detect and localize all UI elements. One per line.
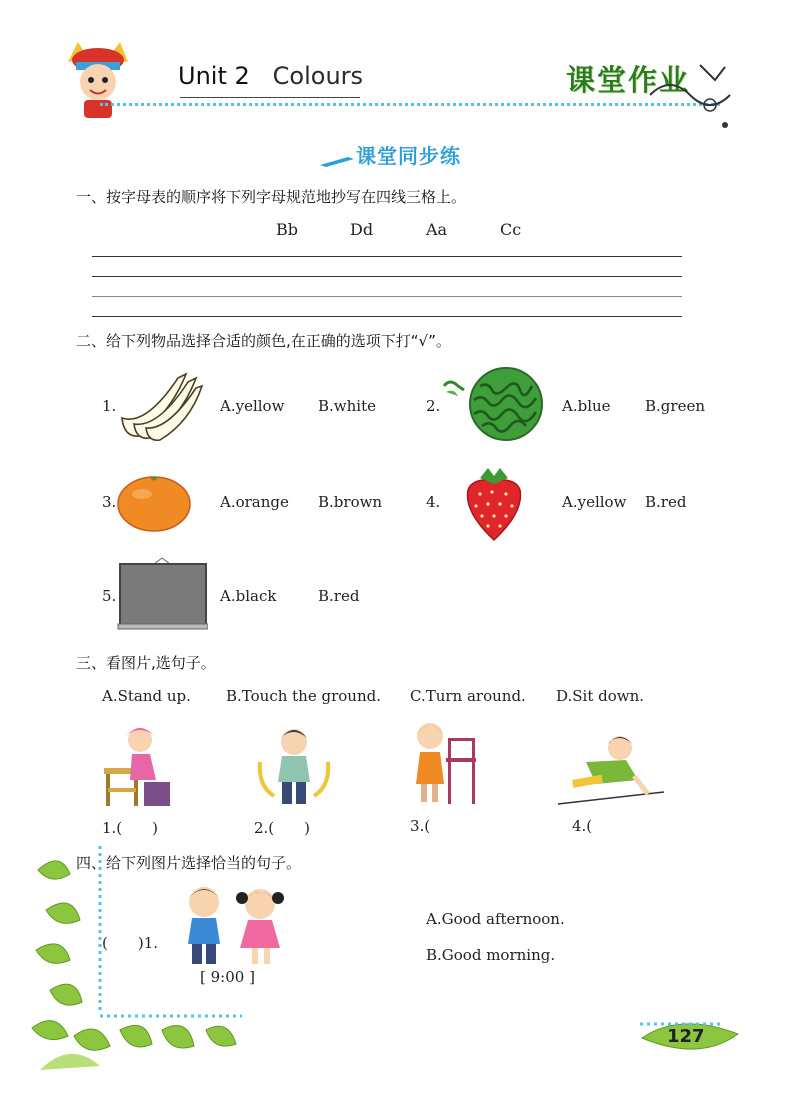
mascot-icon xyxy=(58,40,138,120)
letter-pair: Bb xyxy=(276,220,298,239)
option-b[interactable]: B.red xyxy=(318,587,360,605)
option-b[interactable]: B.green xyxy=(645,397,705,415)
sentence-option: A.Stand up. xyxy=(102,687,191,705)
option-a[interactable]: A.blue xyxy=(562,397,611,415)
answer-blank[interactable]: 2.( ) xyxy=(254,819,311,837)
writing-line xyxy=(92,256,682,257)
item-number: 4. xyxy=(426,493,441,511)
unit-heading xyxy=(178,62,363,90)
letter-pair: Cc xyxy=(500,220,522,239)
item-number: 1. xyxy=(102,397,117,415)
option-b[interactable]: B.red xyxy=(645,493,687,511)
option-b[interactable]: B.white xyxy=(318,397,376,415)
girl-standing-up-illustration xyxy=(408,718,480,808)
option-a[interactable]: A.yellow xyxy=(220,397,285,415)
bananas-icon xyxy=(116,366,204,442)
writing-line xyxy=(92,276,682,277)
option-a[interactable]: A.orange xyxy=(220,493,289,511)
writing-line xyxy=(92,296,682,297)
item-number: 5. xyxy=(102,587,117,605)
leaf-border-icon xyxy=(30,840,250,1070)
writing-line xyxy=(92,316,682,317)
q2-heading: 二、给下列物品选择合适的颜色,在正确的选项下打“√”。 xyxy=(76,332,451,350)
greeting-option: B.Good morning. xyxy=(426,946,556,964)
letter-pair: Aa xyxy=(426,220,448,239)
page-number: 127 xyxy=(667,1026,705,1047)
pencil-icon xyxy=(320,152,354,164)
strawberry-icon xyxy=(462,464,526,542)
blackboard-icon xyxy=(116,556,208,632)
girl-sitting-down-illustration xyxy=(102,722,174,808)
q3-heading: 三、看图片,选句子。 xyxy=(76,654,216,672)
swirl-decoration-icon xyxy=(640,55,740,135)
watermelon-icon xyxy=(440,364,546,444)
sentence-option: C.Turn around. xyxy=(410,687,526,705)
orange-icon xyxy=(116,470,192,532)
q1-heading: 一、按字母表的顺序将下列字母规范地抄写在四线三格上。 xyxy=(76,188,467,206)
option-a[interactable]: A.black xyxy=(220,587,277,605)
option-a[interactable]: A.yellow xyxy=(562,493,627,511)
brand-title: 课堂作业 xyxy=(566,63,691,97)
answer-blank[interactable]: 4.( xyxy=(572,817,593,835)
answer-blank[interactable]: 1.( ) xyxy=(102,819,159,837)
section-title: 课堂同步练 xyxy=(356,144,461,168)
answer-blank[interactable]: ( )1. xyxy=(102,934,159,952)
letter-pair: Dd xyxy=(350,220,374,239)
q4-heading: 四、给下列图片选择恰当的句子。 xyxy=(76,854,302,872)
sentence-option: D.Sit down. xyxy=(556,687,645,705)
clock-time: [ 9:00 ] xyxy=(200,968,255,986)
boy-touching-ground-illustration xyxy=(556,732,668,806)
option-b[interactable]: B.brown xyxy=(318,493,383,511)
header-dotted-line xyxy=(100,103,720,106)
item-number: 3. xyxy=(102,493,117,511)
sentence-option: B.Touch the ground. xyxy=(226,687,381,705)
header-underline xyxy=(270,97,358,98)
unit-label: Unit 2 xyxy=(178,62,250,90)
unit-title: Colours xyxy=(272,62,364,90)
greeting-option: A.Good afternoon. xyxy=(426,910,565,928)
answer-blank[interactable]: 3.( xyxy=(410,817,431,835)
boy-turning-around-illustration xyxy=(254,722,334,808)
letter-row xyxy=(0,220,800,244)
item-number: 2. xyxy=(426,397,441,415)
